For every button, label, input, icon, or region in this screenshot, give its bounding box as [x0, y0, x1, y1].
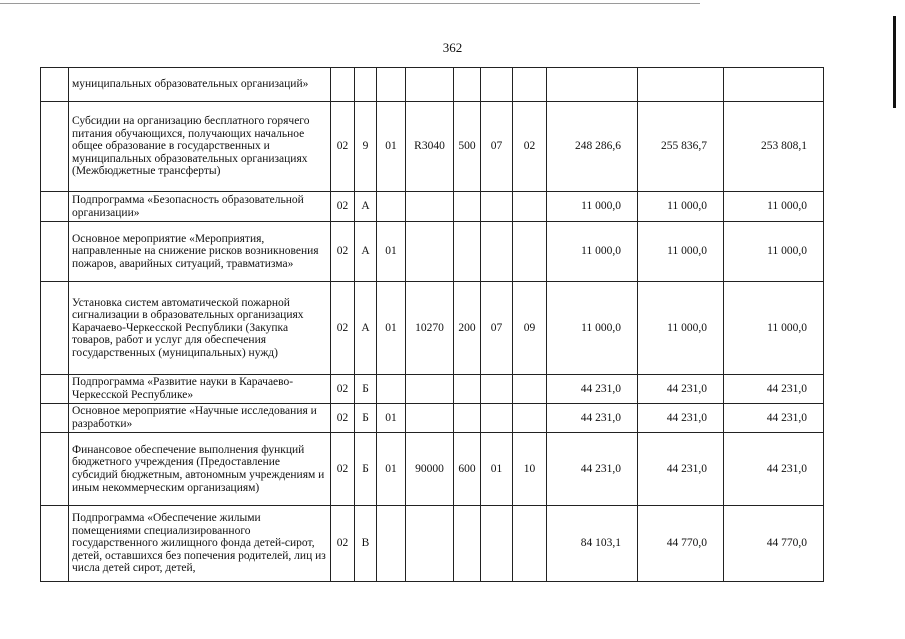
ministry-code: 02 — [331, 506, 355, 582]
item-name: Субсидии на организацию бесплатного горячего питания обучающихся, получающих начальное общее образование в государственных и муниципальных образовательных организациях (Межбюджетные трансферты) — [69, 102, 331, 192]
expense-type-code: 500 — [454, 102, 481, 192]
program-code: 9 — [355, 102, 377, 192]
direction-code — [406, 506, 454, 582]
subprogram-code — [377, 68, 406, 102]
section-code — [481, 68, 513, 102]
ministry-code: 02 — [331, 222, 355, 282]
row-marker-cell — [41, 375, 69, 404]
sum-year-1: 11 000,0 — [547, 282, 638, 375]
program-code: Б — [355, 404, 377, 433]
subprogram-code — [377, 506, 406, 582]
sum-year-3: 11 000,0 — [724, 222, 824, 282]
sum-year-1: 248 286,6 — [547, 102, 638, 192]
expense-type-code — [454, 375, 481, 404]
sum-year-1: 44 231,0 — [547, 375, 638, 404]
section-code — [481, 404, 513, 433]
program-code: А — [355, 192, 377, 222]
row-marker-cell — [41, 68, 69, 102]
expense-type-code — [454, 404, 481, 433]
section-code: 01 — [481, 433, 513, 506]
row-marker-cell — [41, 102, 69, 192]
subprogram-code: 01 — [377, 102, 406, 192]
item-name: Основное мероприятие «Научные исследования и разработки» — [69, 404, 331, 433]
ministry-code: 02 — [331, 192, 355, 222]
sum-year-1: 44 231,0 — [547, 404, 638, 433]
item-name: Финансовое обеспечение выполнения функций бюджетного учреждения (Предоставление субсидий бюджетным, автономным учреждениям и иным некоммерческим организациям) — [69, 433, 331, 506]
program-code: А — [355, 222, 377, 282]
subsection-code — [513, 404, 547, 433]
row-marker-cell — [41, 282, 69, 375]
subsection-code — [513, 375, 547, 404]
ministry-code — [331, 68, 355, 102]
program-code: Б — [355, 375, 377, 404]
direction-code: 90000 — [406, 433, 454, 506]
table-row — [41, 102, 824, 192]
item-name: Подпрограмма «Обеспечение жилыми помещениями специализированного государственного жилищного фонда детей-сирот, детей, оставшихся без попечения родителей, лиц из числа детей сирот, детей, — [69, 506, 331, 582]
expense-type-code — [454, 506, 481, 582]
row-marker-cell — [41, 404, 69, 433]
table-row — [41, 282, 824, 375]
table-body — [41, 68, 824, 582]
subsection-code — [513, 506, 547, 582]
table-row — [41, 68, 824, 102]
budget-table — [40, 67, 824, 582]
expense-type-code: 600 — [454, 433, 481, 506]
expense-type-code — [454, 68, 481, 102]
sum-year-3: 11 000,0 — [724, 192, 824, 222]
sum-year-1: 44 231,0 — [547, 433, 638, 506]
direction-code — [406, 375, 454, 404]
ministry-code: 02 — [331, 102, 355, 192]
sum-year-2: 44 231,0 — [638, 375, 724, 404]
sum-year-3: 44 231,0 — [724, 375, 824, 404]
table-row — [41, 222, 824, 282]
section-code — [481, 192, 513, 222]
row-marker-cell — [41, 506, 69, 582]
section-code: 07 — [481, 282, 513, 375]
ministry-code: 02 — [331, 282, 355, 375]
item-name: муниципальных образовательных организаций» — [69, 68, 331, 102]
expense-type-code — [454, 192, 481, 222]
subsection-code: 09 — [513, 282, 547, 375]
item-name: Подпрограмма «Безопасность образовательной организации» — [69, 192, 331, 222]
sum-year-2: 44 231,0 — [638, 404, 724, 433]
sum-year-3: 44 770,0 — [724, 506, 824, 582]
table-row — [41, 506, 824, 582]
subprogram-code: 01 — [377, 282, 406, 375]
sum-year-2: 255 836,7 — [638, 102, 724, 192]
program-code — [355, 68, 377, 102]
sum-year-1: 11 000,0 — [547, 222, 638, 282]
sum-year-2: 11 000,0 — [638, 192, 724, 222]
subsection-code — [513, 222, 547, 282]
table-row — [41, 192, 824, 222]
item-name: Подпрограмма «Развитие науки в Карачаево-Черкесской Республике» — [69, 375, 331, 404]
sum-year-2 — [638, 68, 724, 102]
section-code — [481, 506, 513, 582]
section-code — [481, 222, 513, 282]
sum-year-1: 11 000,0 — [547, 192, 638, 222]
subsection-code — [513, 68, 547, 102]
sum-year-3: 11 000,0 — [724, 282, 824, 375]
table-row — [41, 375, 824, 404]
sum-year-2: 44 231,0 — [638, 433, 724, 506]
section-code: 07 — [481, 102, 513, 192]
subsection-code — [513, 192, 547, 222]
sum-year-3: 253 808,1 — [724, 102, 824, 192]
expense-type-code — [454, 222, 481, 282]
subsection-code: 02 — [513, 102, 547, 192]
subsection-code: 10 — [513, 433, 547, 506]
ministry-code: 02 — [331, 404, 355, 433]
subprogram-code: 01 — [377, 222, 406, 282]
sum-year-3: 44 231,0 — [724, 404, 824, 433]
row-marker-cell — [41, 192, 69, 222]
program-code: Б — [355, 433, 377, 506]
program-code: В — [355, 506, 377, 582]
section-code — [481, 375, 513, 404]
item-name: Основное мероприятие «Мероприятия, направленные на снижение рисков возникновения пожаров, аварийных ситуаций, травматизма» — [69, 222, 331, 282]
sum-year-2: 11 000,0 — [638, 282, 724, 375]
table-row — [41, 404, 824, 433]
direction-code — [406, 192, 454, 222]
row-marker-cell — [41, 222, 69, 282]
sum-year-3: 44 231,0 — [724, 433, 824, 506]
subprogram-code — [377, 192, 406, 222]
top-rule — [0, 3, 700, 4]
margin-bar — [893, 16, 896, 108]
sum-year-2: 44 770,0 — [638, 506, 724, 582]
page-number: 362 — [442, 40, 463, 55]
subprogram-code: 01 — [377, 404, 406, 433]
direction-code: R3040 — [406, 102, 454, 192]
table-row — [41, 433, 824, 506]
direction-code — [406, 222, 454, 282]
ministry-code: 02 — [331, 433, 355, 506]
direction-code — [406, 404, 454, 433]
sum-year-1: 84 103,1 — [547, 506, 638, 582]
sum-year-3 — [724, 68, 824, 102]
direction-code — [406, 68, 454, 102]
program-code: А — [355, 282, 377, 375]
sum-year-1 — [547, 68, 638, 102]
row-marker-cell — [41, 433, 69, 506]
subprogram-code — [377, 375, 406, 404]
ministry-code: 02 — [331, 375, 355, 404]
expense-type-code: 200 — [454, 282, 481, 375]
subprogram-code: 01 — [377, 433, 406, 506]
direction-code: 10270 — [406, 282, 454, 375]
sum-year-2: 11 000,0 — [638, 222, 724, 282]
item-name: Установка систем автоматической пожарной сигнализации в образовательных организациях Карачаево-Черкесской Республики (Закупка товаров, работ и услуг для обеспечения государственных (муниципальных) нужд) — [69, 282, 331, 375]
